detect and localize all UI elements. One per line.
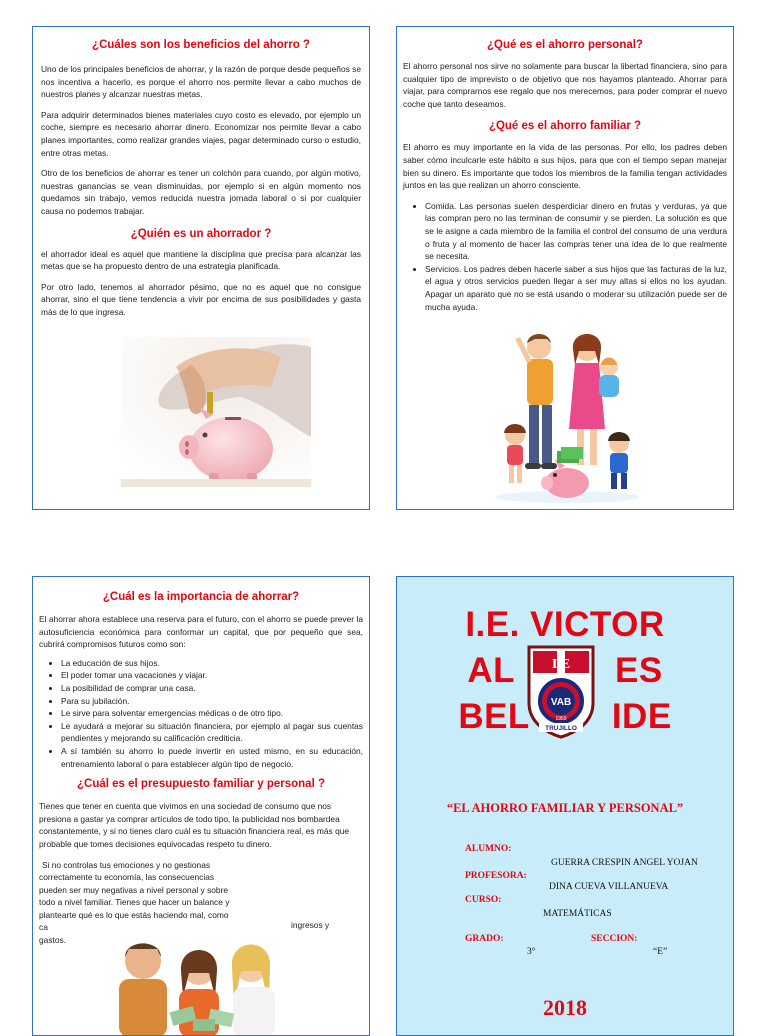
paragraph: Para adquirir determinados bienes materiales cuyo costo es elevado, por ejemplo un coche, siempre es necesario ahorrar dinero. Economizar nos permite llevar a cabo planes importantes, como realizar grandes viajes, pagar determinado curso o estudio, entre otras metas. [41,109,361,158]
list-item: • Le sirve para solventar emergencias médicas o de otro tipo. [61,707,363,720]
paragraph-fragment: ingresos y [291,920,330,930]
crest-letters: I E [551,657,571,672]
heading-budget: ¿Cuál es el presupuesto familiar y personal ? [77,778,325,791]
list-item: • La posibilidad de comprar una casa. [61,682,363,695]
bullet-list [403,200,727,313]
year: 2018 [543,995,587,1020]
alumno-label: ALUMNO: [465,844,512,854]
paragraph: El ahorrar ahora establece una reserva para el futuro, con el ahorro se puede prever la autosuficiencia económica para conformar un capital, que por pequeño que sea, cubrirá compromisos futuros como son: [39,614,363,650]
crest-monogram: VAB [550,697,572,708]
list-item: • A sí también su ahorro lo puede invertir en usted mismo, en su educación, entrenamiento laboral o para establecer algún tipo de negocio. [61,745,363,770]
grado-value: 3° [527,947,536,957]
heading-benefits: ¿Cuáles son los beneficios del ahorro ? [92,39,310,51]
seccion-label: SECCION: [591,934,638,944]
list-item: • Le ayudará a mejorar su situación financiera, por ejemplo al pagar sus cuentas pendientes y mejorando su calificación crediticia. [61,720,363,745]
curso-value: MATEMÁTICAS [543,909,612,919]
bullet-list [39,657,363,770]
piggy-bank-photo [121,337,311,487]
list-item: • Comida. Las personas suelen desperdiciar dinero en frutas y verduras, ya que las compran pero no las terminan de consumir y se pierden. La solución es que se le asigne a cada miembro de la familia el control del consumo de una verdura o fruta y al momento de hacer las compras tener una idea de lo que realmente se necesita. [425,200,727,263]
paragraph: El ahorro es muy importante en la vida de las personas. Por ello, los padres deben saber cómo inculcarle este hábito a sus hijos, para que con el tiempo sepan manejar bien su dinero. Es importante que todos los miembros de la familia tengan actividades juntos en las que realizan un ahorro consciente. [403,142,727,191]
paragraph: el ahorrador ideal es aquel que mantiene la disciplina que precisa para alcanzar las metas que se ha propuesto dentro de una estrategia planificada. [41,248,361,272]
profesora-value: DINA CUEVA VILLANUEVA [549,882,669,892]
cover-panel [396,576,734,1036]
list-item: • El poder tomar una vacaciones y viajar. [61,669,363,682]
seccion-value: “E” [653,947,668,957]
profesora-label: PROFESORA: [465,871,527,881]
panel-savings-benefits [32,26,370,510]
school-name-line2: AL ES [467,651,663,690]
paragraph: Si no controlas tus emociones y no gestionas correctamente tu economía, las consecuencias pueden ser muy negativas a nivel personal y sobre todo a nivel familiar. Tienes que hacer un balance y plantearte qué es lo que estás haciendo mal, como ca [39,859,230,933]
paragraph: Otro de los beneficios de ahorrar es tener un colchón para cuando, por algún motivo, nuestras ganancias se vean disminuidas, por ejemplo si en algún momento nos quedamos sin trabajo, vemos reducida nuestra jornada laboral o si por cualquier causa no podemos trabajar. [41,168,361,216]
crest-city: TRUJILLO [545,725,577,732]
paragraph: El ahorro personal nos sirve no solamente para buscar la libertad financiera, sino para cualquier tipo de imprevisto o de objetivo que nos hayamos planteado. Ahorrar para viajar, para comprarnos ese regalo que nos merecemos, para poder comprar el nuevo coche que tanto deseamos. [403,61,727,109]
heading-saver: ¿Quién es un ahorrador ? [130,227,272,240]
paragraph: Por otro lado, tenemos al ahorrador pésimo, que no es aquel que no consigue ahorrar, sino el que tiene tendencia a vivir por encima de sus posibilidades y gasta más de lo que ingresa. [41,281,361,317]
school-name-line3: BEL IDE [458,697,672,736]
paragraph: Tienes que tener en cuenta que vivimos en una sociedad de consumo que nos presiona a gastar ya comprar artículos de todo tipo, la publicidad nos bombardea constantemente, y si no tienes claro cuál es tu situación financiera real, es más que probable que tomes decisiones equivocadas respeto tu dinero. [39,801,350,849]
grado-label: GRADO: [465,934,504,944]
crest-year: 1959 [555,716,567,722]
paragraph: Uno de los principales beneficios de ahorrar, y la razón de porque desde pequeños se nos incentiva a hacerlo, es porque el ahorro nos permite llevar a cabo muchos de nuestros planes y alcanzar nuestras metas. [41,64,361,100]
school-name-line1: I.E. VICTOR [465,605,665,644]
paragraph-end: gastos. [39,935,67,946]
list-item: • Servicios. Los padres deben hacerle saber a sus hijos que las facturas de la luz, el agua y otros servicios pueden llegar a ser muy altas si ellos no los ayudan. Apagar un aparato que no se está usando o moderar su utilización puede ser de mucha ayuda. [425,263,727,313]
young-people-money-photo [101,925,291,1036]
heading-family-savings: ¿Qué es el ahorro familiar ? [488,120,642,133]
list-item: • Para su jubilación. [61,695,363,708]
list-item: • La educación de sus hijos. [61,657,363,670]
panel-personal-family-savings [396,26,734,510]
family-cartoon-illustration [487,325,647,505]
heading-importance: ¿Cuál es la importancia de ahorrar? [102,591,300,603]
panel-importance-budget [32,576,370,1036]
project-title: “EL AHORRO FAMILIAR Y PERSONAL” [446,801,684,815]
curso-label: CURSO: [465,895,502,905]
heading-personal-savings: ¿Qué es el ahorro personal? [487,39,643,51]
school-crest-logo [525,643,597,739]
alumno-value: GUERRA CRESPIN ANGEL YOJAN [551,858,698,868]
